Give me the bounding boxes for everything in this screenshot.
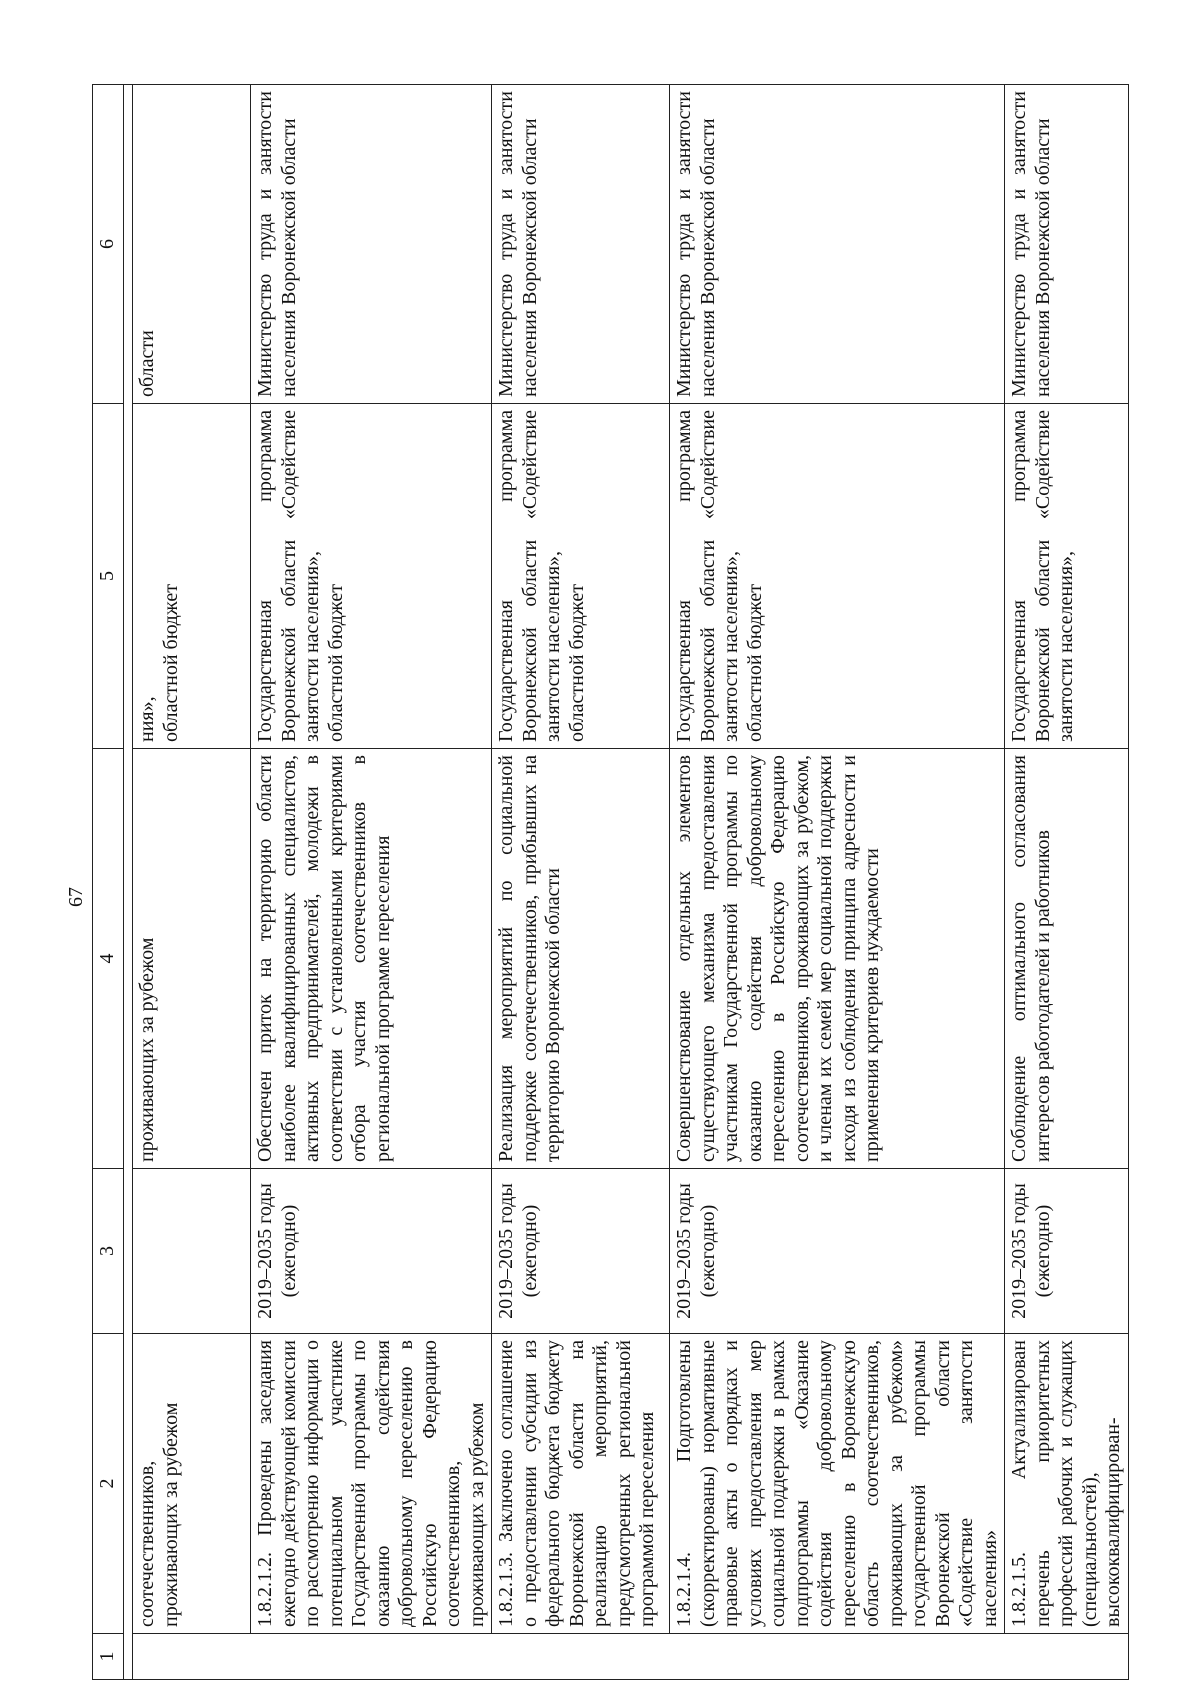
column-header: 2: [93, 1334, 124, 1634]
table-cell: 1.8.2.1.3. Заключено соглашение о предоставлении субсидии из федерального бюджета бюджету Воронежской области на реализацию мероприятий, предусмотренных региональной программой переселения: [492, 1334, 670, 1634]
header-spacer: [124, 85, 133, 1680]
cell-line: областной бюджет: [324, 583, 347, 742]
table-cell: [670, 404, 1005, 749]
table-wrapper: [92, 85, 1124, 1680]
cell-line: областной бюджет: [743, 583, 766, 742]
table-cell: [1005, 404, 1129, 749]
table-cell: соотечественников, проживающих за рубежом: [133, 1334, 251, 1634]
column-header: 5: [93, 404, 124, 749]
table-cell: Министерство труда и занятости населения Воронежской области: [1005, 85, 1129, 404]
table-cell: [133, 404, 251, 749]
table-cell: [251, 404, 492, 749]
table-cell: Реализация мероприятий по социальной поддержке соотечественников, прибывших на территорию Воронежской области: [492, 749, 670, 1169]
table-cell: области: [133, 85, 251, 404]
header-spacer-row: [124, 85, 133, 1680]
column-header: 1: [93, 1634, 124, 1680]
cell-line: Государственная программа Воронежской области «Содействие занятости населения»,: [1008, 410, 1077, 742]
table-cell: проживающих за рубежом: [133, 749, 251, 1169]
table-row: [1005, 85, 1129, 1680]
column-header: 4: [93, 749, 124, 1169]
table-row: [251, 85, 492, 1680]
table-header-row: [93, 85, 124, 1680]
table-row: [133, 85, 251, 1680]
table-cell: [133, 1169, 251, 1334]
table-cell: 1.8.2.1.4. Подготовлены (скорректированы) нормативные правовые акты о порядках и условиях предоставления мер социальной поддержки в рамках подпрограммы «Оказание содействия добровольному переселению в Воронежскую область соотечественников, проживающих за рубежом» государственной программы Воронежской области «Содействие занятости населения»: [670, 1334, 1005, 1634]
table-cell: 2019–2035 годы (ежегодно): [670, 1169, 1005, 1334]
cell-line: Государственная программа Воронежской области «Содействие занятости населения»,: [254, 410, 323, 742]
document-table: [92, 84, 1129, 1680]
column-header: 3: [93, 1169, 124, 1334]
cell-line: Государственная программа Воронежской области «Содействие занятости населения»,: [495, 410, 564, 742]
table-cell: 2019–2035 годы (ежегодно): [251, 1169, 492, 1334]
table-cell: Обеспечен приток на территорию области наиболее квалифицированных специалистов, активных предпринимателей, молодежи в соответствии с установленными критериями отбора участия соотечественников в региональной программе переселения: [251, 749, 492, 1169]
cell-line: областной бюджет: [565, 583, 588, 742]
page-number: 67: [65, 887, 87, 907]
cell-line: Государственная программа Воронежской области «Содействие занятости населения»,: [673, 410, 742, 742]
table-cell: Министерство труда и занятости населения Воронежской области: [492, 85, 670, 404]
table-row: [492, 85, 670, 1680]
table-cell: 1.8.2.1.2. Проведены заседания ежегодно действующей комиссии по рассмотрению информации о потенциальном участнике Государственной программы по оказанию содействия добровольному переселению в Российскую Федерацию соотечественников, проживающих за рубежом: [251, 1334, 492, 1634]
table-cell: Министерство труда и занятости населения Воронежской области: [670, 85, 1005, 404]
table-cell: 2019–2035 годы (ежегодно): [1005, 1169, 1129, 1334]
cell-line: областной бюджет: [159, 583, 182, 742]
cell-line: ния»,: [136, 696, 158, 742]
table-cell: Совершенствование отдельных элементов существующего механизма предоставления участникам Государственной программы по оказанию содействия добровольному переселению в Российскую Федерацию соотечественников, проживающих за рубежом, и членам их семей мер социальной поддержки исходя из соблюдения принципа адресности и применения критериев нуждаемости: [670, 749, 1005, 1169]
table-cell: Соблюдение оптимального согласования интересов работодателей и работников: [1005, 749, 1129, 1169]
table-cell: [133, 1634, 1129, 1680]
table-cell: 1.8.2.1.5. Актуализирован перечень приоритетных профессий рабочих и служащих (специальностей), высококвалифицирован-: [1005, 1334, 1129, 1634]
table-cell: [492, 404, 670, 749]
table-row: [670, 85, 1005, 1680]
table-cell: 2019–2035 годы (ежегодно): [492, 1169, 670, 1334]
column-header: 6: [93, 85, 124, 404]
table-cell: Министерство труда и занятости населения Воронежской области: [251, 85, 492, 404]
